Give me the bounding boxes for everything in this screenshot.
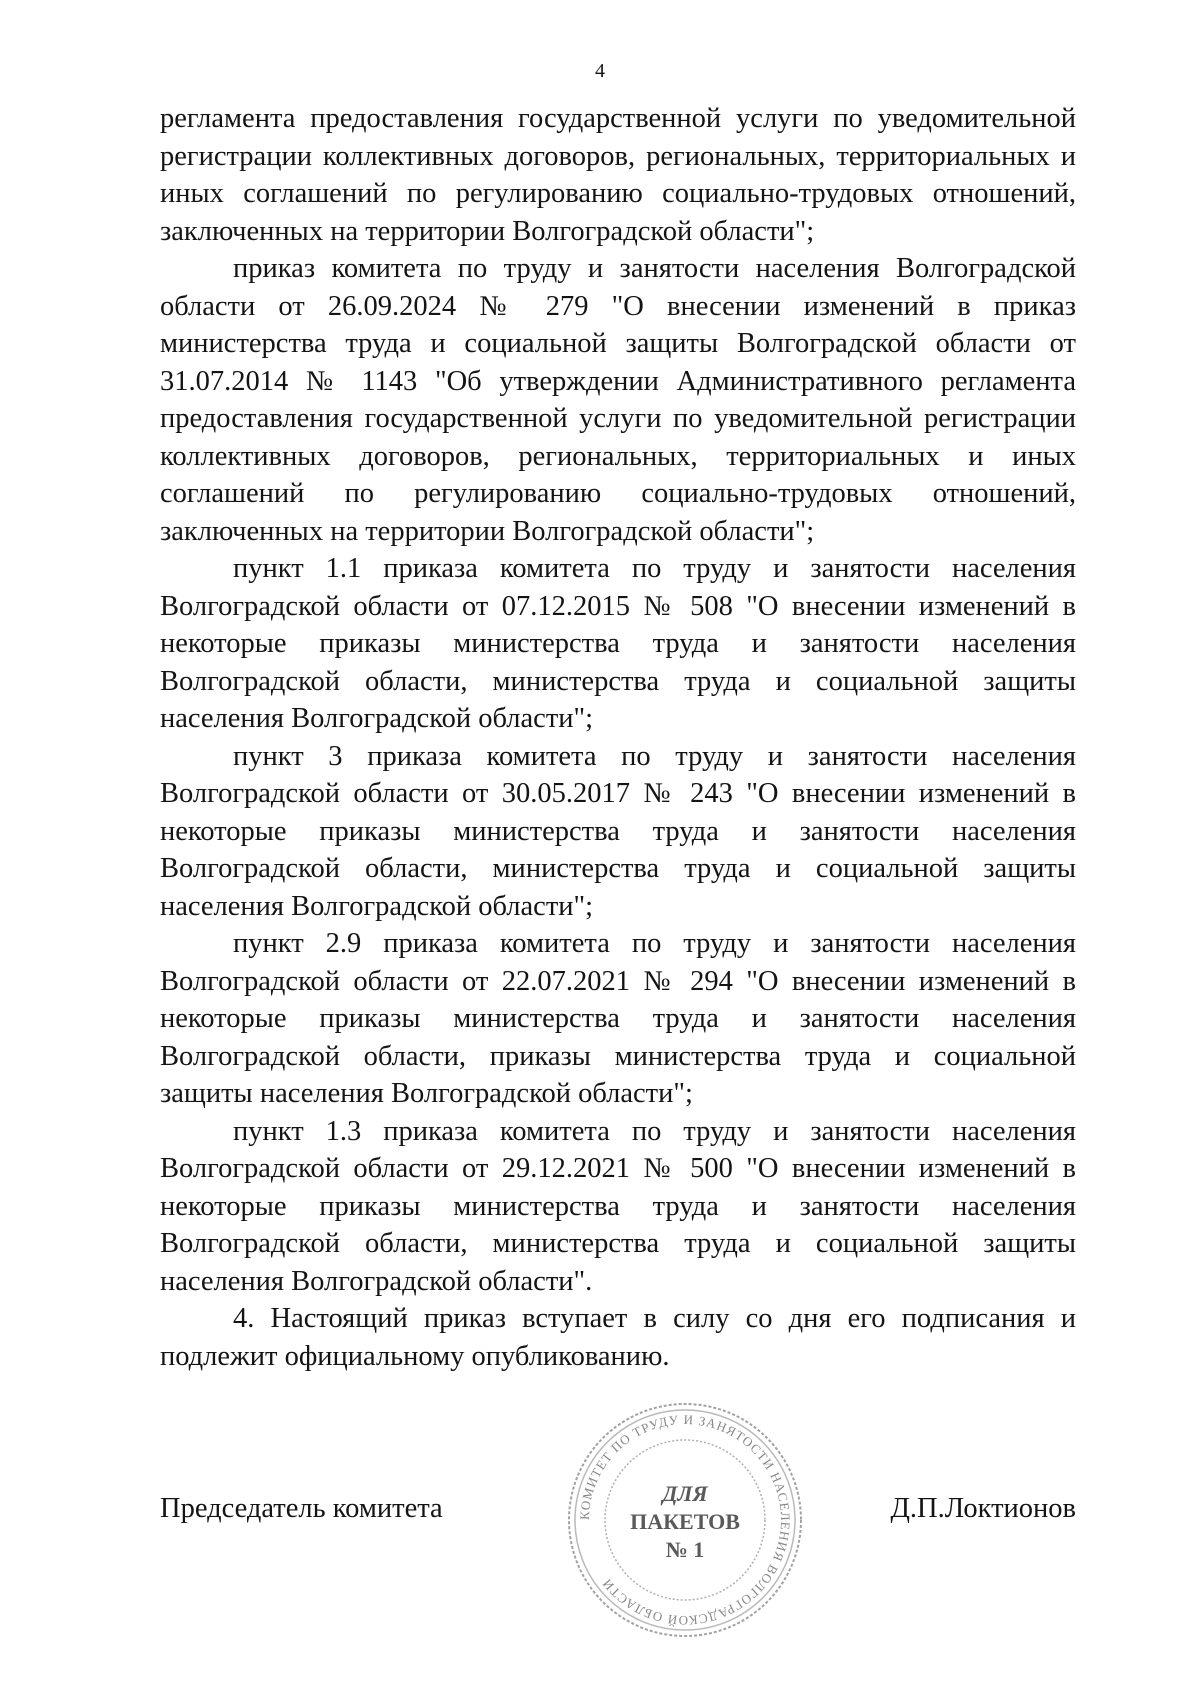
paragraph-order-279: приказ комитета по труду и занятости населения Волгоградской области от 26.09.2024 № 279 "О внесении изменений в приказ министерства труда и социальной защиты Волгоградской области от 31.07.2014 № 1143 "Об утверждении Административного регламента предоставления государственной услуги по уведомительной регистрации коллективных договоров, региональных, территориальных и иных соглашений по регулированию социально-трудовых отношений, заключенных на территории Волгоградской области";: [160, 253, 1076, 547]
paragraph-order-294: пункт 2.9 приказа комитета по труду и занятости населения Волгоградской области от 22.07.2021 № 294 "О внесении изменений в некоторые приказы министерства труда и занятости населения Волгоградской области, приказы министерства труда и социальной защиты населения Волгоградской области";: [160, 928, 1076, 1109]
page-number: 4: [595, 60, 605, 82]
stamp-center-line-2: ПАКЕТОВ: [630, 1509, 740, 1534]
stamp-ring-text: КОМИТЕТ ПО ТРУДУ И ЗАНЯТОСТИ НАСЕЛЕНИЯ ВОЛГОГРАДСКОЙ ОБЛАСТИ: [576, 1411, 794, 1629]
stamp-center-line-1: ДЛЯ: [662, 1481, 708, 1506]
stamp-center-line-3: № 1: [665, 1537, 705, 1562]
signatory-name: Д.П.Локтионов: [890, 1493, 1076, 1524]
official-stamp: [560, 1395, 810, 1645]
signatory-role: Председатель комитета: [160, 1493, 443, 1524]
document-body: [160, 100, 1076, 1375]
paragraph-order-243: пункт 3 приказа комитета по труду и занятости населения Волгоградской области от 30.05.2017 № 243 "О внесении изменений в некоторые приказы министерства труда и занятости населения Волгоградской области, министерства труда и социальной защиты населения Волгоградской области";: [160, 740, 1076, 922]
paragraph-order-508: пункт 1.1 приказа комитета по труду и занятости населения Волгоградской области от 07.12.2015 № 508 "О внесении изменений в некоторые приказы министерства труда и занятости населения Волгоградской области, министерства труда и социальной защиты населения Волгоградской области";: [160, 553, 1076, 734]
paragraph-continuation: регламента предоставления государственной услуги по уведомительной регистрации коллективных договоров, региональных, территориальных и иных соглашений по регулированию социально-трудовых отношений, заключенных на территории Волгоградской области";: [160, 103, 1076, 247]
stamp-seal-icon: [560, 1395, 810, 1645]
paragraph-effective-date: 4. Настоящий приказ вступает в силу со дня его подписания и подлежит официальному опубликованию.: [160, 1303, 1076, 1372]
paragraph-order-500: пункт 1.3 приказа комитета по труду и занятости населения Волгоградской области от 29.12.2021 № 500 "О внесении изменений в некоторые приказы министерства труда и занятости населения Волгоградской области, министерства труда и социальной защиты населения Волгоградской области".: [160, 1115, 1076, 1297]
